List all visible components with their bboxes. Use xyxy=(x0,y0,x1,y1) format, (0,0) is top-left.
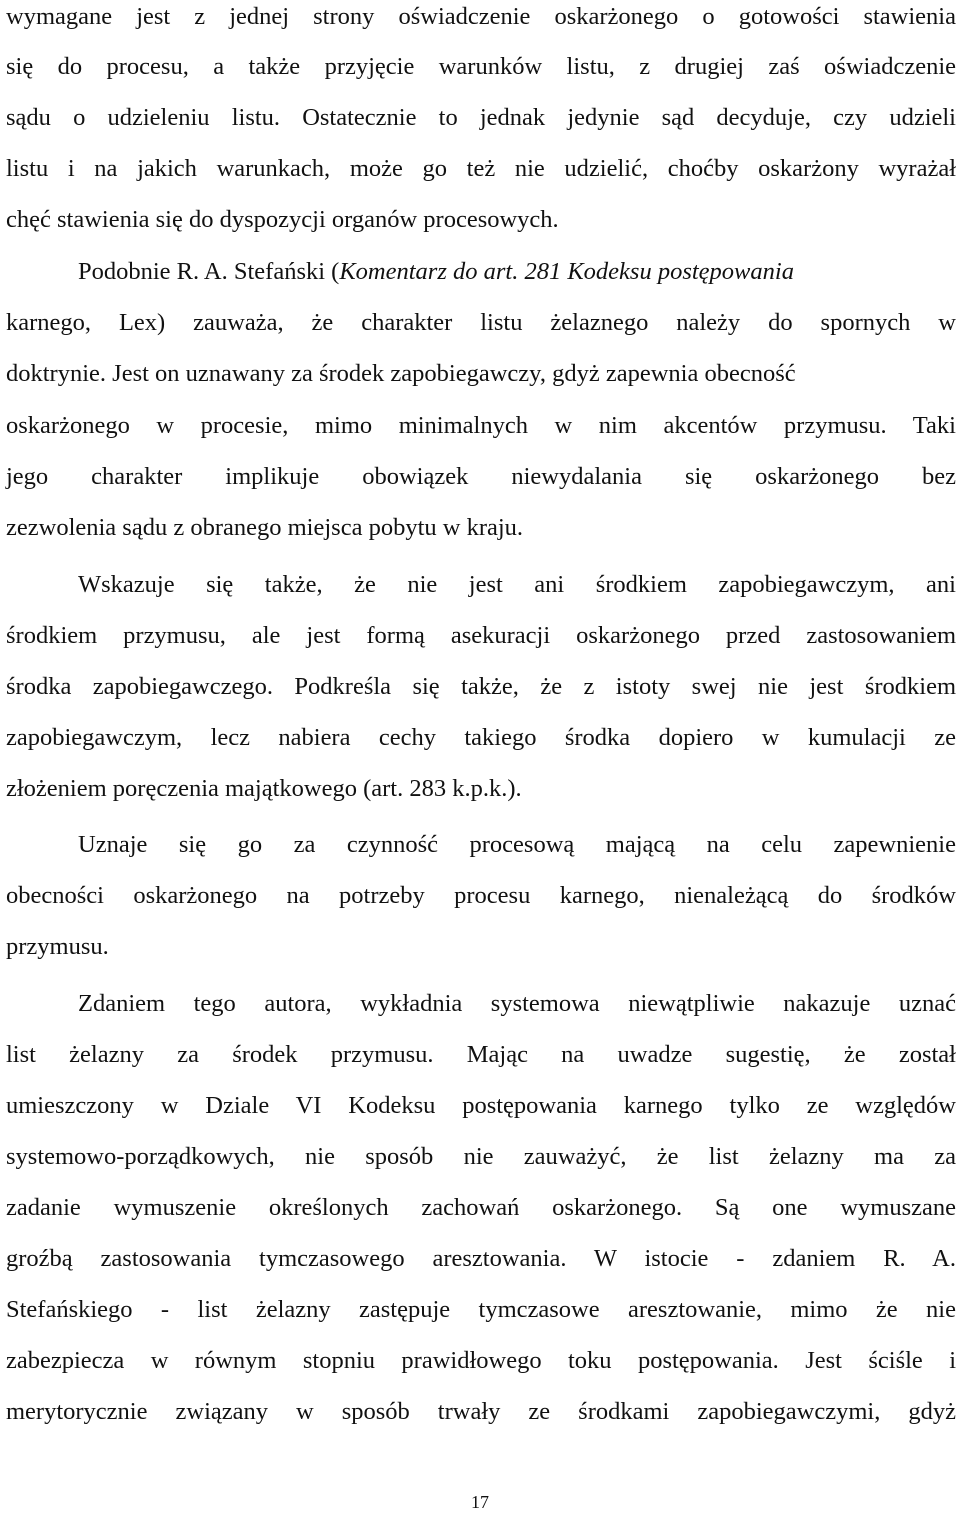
text-line: oskarżonego w procesie, mimo minimalnych w nim akcentów przymusu. Taki xyxy=(6,412,956,439)
text-segment: Jest on uznawany za środek zapobiegawczy, gdyż zapewnia obecność xyxy=(106,360,796,387)
text-line: obecności oskarżonego na potrzeby procesu karnego, nienależącą do środków xyxy=(6,882,956,909)
text-line: środkiem przymusu, ale jest formą asekuracji oskarżonego przed zastosowaniem xyxy=(6,622,956,649)
text-line: jego charakter implikuje obowiązek niewydalania się oskarżonego bez xyxy=(6,463,956,490)
citation-title: Komentarz do art. 281 Kodeksu postępowania xyxy=(339,258,794,285)
text-line: zezwolenia sądu z obranego miejsca pobytu w kraju. xyxy=(6,514,524,541)
text-line: karnego, Lex) zauważa, że charakter listu żelaznego należy do spornych w xyxy=(6,309,956,336)
text-line xyxy=(6,359,956,389)
text-line: zabezpiecza w równym stopniu prawidłowego toku postępowania. Jest ściśle i xyxy=(6,1347,956,1374)
text-line: systemowo-porządkowych, nie sposób nie zauważyć, że list żelazny ma za xyxy=(6,1143,956,1170)
text-segment: doktrynie. xyxy=(6,360,107,387)
text-line: Zdaniem tego autora, wykładnia systemowa niewątpliwie nakazuje uznać xyxy=(78,990,956,1017)
text-line: się do procesu, a także przyjęcie warunków listu, z drugiej zaś oświadczenie xyxy=(6,53,956,80)
text-line: listu i na jakich warunkach, może go też nie udzielić, choćby oskarżony wyrażał xyxy=(6,155,956,182)
text-line: środka zapobiegawczego. Podkreśla się także, że z istoty swej nie jest środkiem xyxy=(6,673,956,700)
text-line: zapobiegawczym, lecz nabiera cechy takiego środka dopiero w kumulacji ze xyxy=(6,724,956,751)
text-line: wymagane jest z jednej strony oświadczenie oskarżonego o gotowości stawienia xyxy=(6,3,956,30)
text-line: złożeniem poręczenia majątkowego (art. 283 k.p.k.). xyxy=(6,775,522,802)
text-line: zadanie wymuszenie określonych zachowań oskarżonego. Są one wymuszane xyxy=(6,1194,956,1221)
text-line: Uznaje się go za czynność procesową mającą na celu zapewnienie xyxy=(78,831,956,858)
text-line: list żelazny za środek przymusu. Mając na uwadze sugestię, że został xyxy=(6,1041,956,1068)
text-line: sądu o udzieleniu listu. Ostatecznie to jednak jedynie sąd decyduje, czy udzieli xyxy=(6,104,956,131)
text-line: Stefańskiego - list żelazny zastępuje tymczasowe aresztowanie, mimo że nie xyxy=(6,1296,956,1323)
text-line: Wskazuje się także, że nie jest ani środkiem zapobiegawczym, ani xyxy=(78,571,956,598)
text-line: umieszczony w Dziale VI Kodeksu postępowania karnego tylko ze względów xyxy=(6,1092,956,1119)
text-line: groźbą zastosowania tymczasowego aresztowania. W istocie - zdaniem R. A. xyxy=(6,1245,956,1272)
text-line: merytorycznie związany w sposób trwały ze środkami zapobiegawczymi, gdyż xyxy=(6,1398,956,1425)
text-line: przymusu. xyxy=(6,933,109,960)
page-number: 17 xyxy=(471,1492,489,1512)
author-reference: Podobnie R. A. Stefański ( xyxy=(78,258,340,285)
text-line xyxy=(78,257,956,287)
text-line: chęć stawienia się do dyspozycji organów procesowych. xyxy=(6,206,559,233)
